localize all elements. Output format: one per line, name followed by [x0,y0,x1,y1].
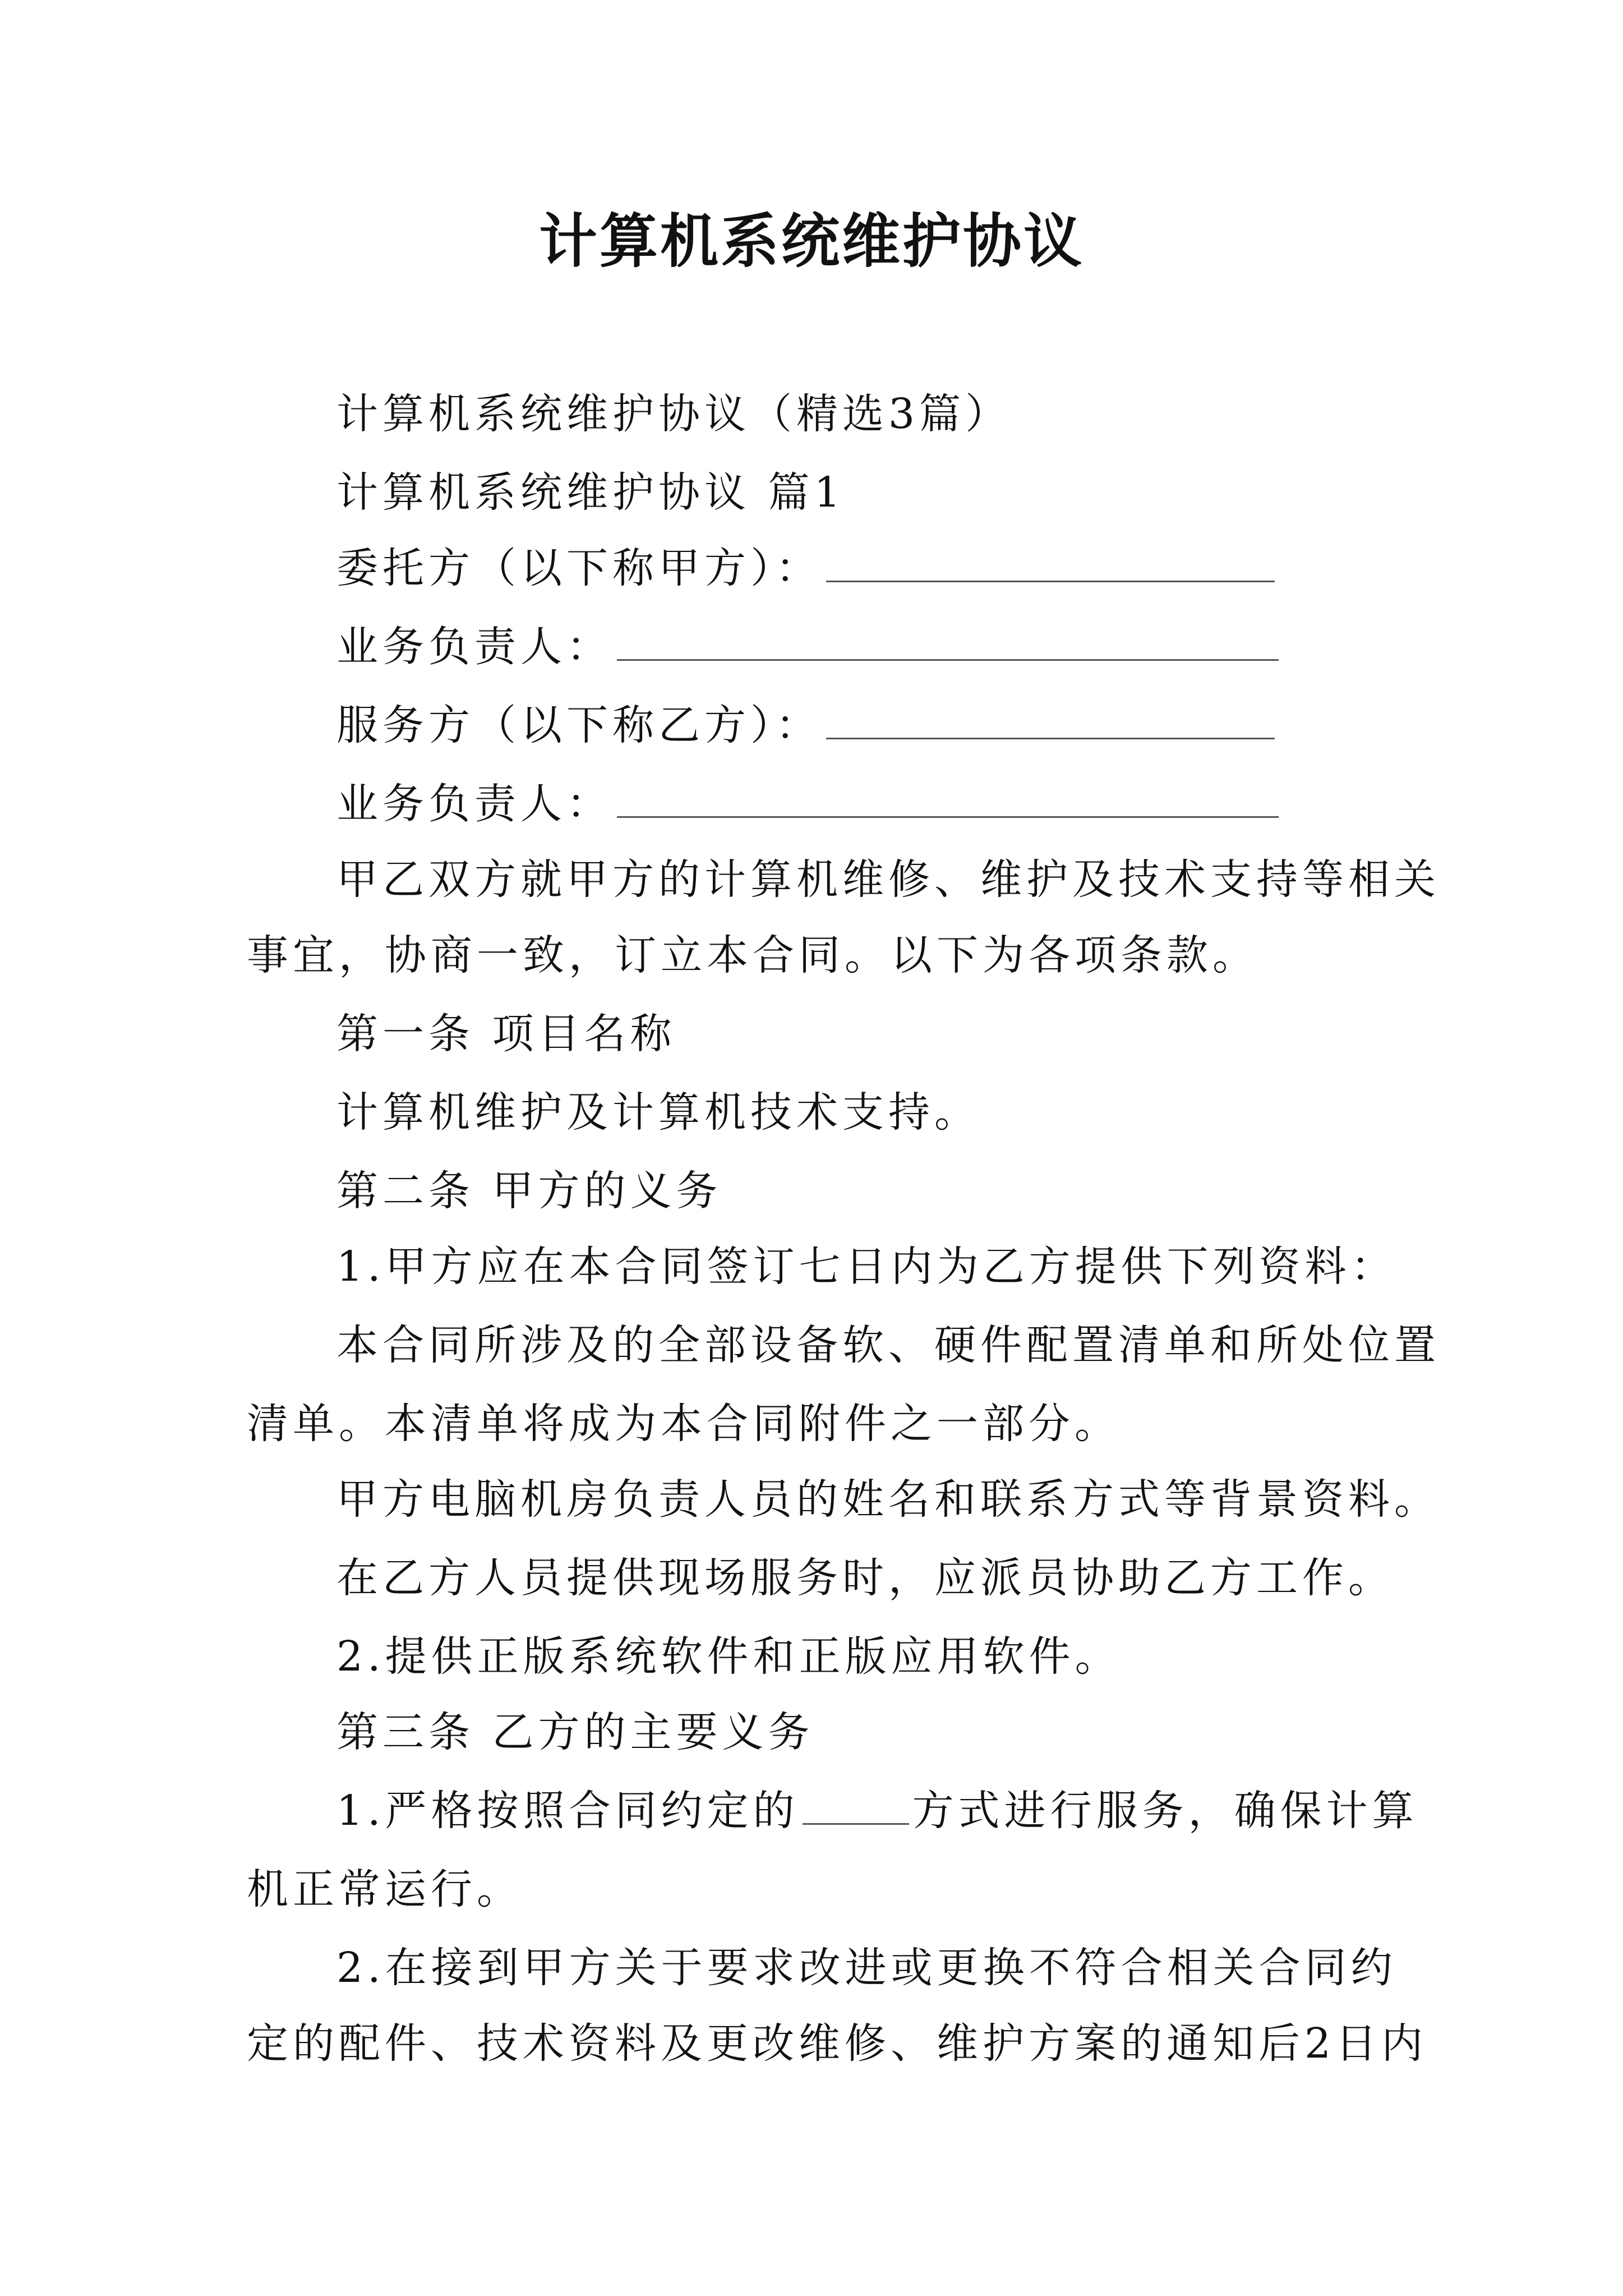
party-b-manager-blank [617,779,1279,818]
party-a-line [336,541,1275,595]
subtitle-line: 计算机系统维护协议（精选3篇） [336,390,1012,438]
document-title: 计算机系统维护协议 [538,207,1084,275]
party-a-manager-line [336,620,1279,674]
service-clause-start: 1.严格按照合同约定的 [336,1787,799,1835]
party-a-manager-blank [617,622,1279,661]
service-clause-end: 方式进行服务，确保计算 [912,1787,1418,1835]
party-b-label: 服务方（以下称乙方）： [336,701,822,749]
article-heading: 第三条 乙方的主要义务 [336,1708,814,1756]
article-heading: 第一条 项目名称 [336,1010,676,1058]
party-a-manager-label: 业务负责人： [336,623,612,671]
paragraph-line: 在乙方人员提供现场服务时，应派员协助乙方工作。 [336,1554,1394,1602]
paragraph-line: 定的配件、技术资料及更改维修、维护方案的通知后2日内 [247,2019,1428,2068]
article-heading: 第二条 甲方的义务 [336,1167,722,1215]
party-a-blank [826,544,1275,582]
paragraph-line: 2.在接到甲方关于要求改进或更换不符合相关合同约 [336,1944,1397,1992]
paragraph-line: 机正常运行。 [247,1865,523,1913]
paragraph-line: 1.甲方应在本合同签订七日内为乙方提供下列资料： [336,1243,1397,1291]
paragraph-line: 计算机维护及计算机技术支持。 [336,1088,980,1137]
paragraph-line: 事宜，协商一致，订立本合同。以下为各项条款。 [247,931,1258,979]
party-b-manager-line [336,777,1279,831]
paragraph-line: 甲方电脑机房负责人员的姓名和联系方式等背景资料。 [336,1475,1440,1524]
paragraph-line: 甲乙双方就甲方的计算机维修、维护及技术支持等相关 [336,855,1440,904]
paragraph-line: 2.提供正版系统软件和正版应用软件。 [336,1632,1121,1681]
section-heading: 计算机系统维护协议 篇1 [336,468,845,517]
party-a-label: 委托方（以下称甲方）： [336,544,822,592]
paragraph-line: 清单。本清单将成为本合同附件之一部分。 [247,1400,1121,1448]
paragraph-line [336,1784,1418,1838]
service-method-blank [803,1786,909,1825]
party-b-blank [826,701,1275,739]
party-b-manager-label: 业务负责人： [336,780,612,828]
paragraph-line: 本合同所涉及的全部设备软、硬件配置清单和所处位置 [336,1321,1440,1369]
party-b-line [336,698,1275,752]
